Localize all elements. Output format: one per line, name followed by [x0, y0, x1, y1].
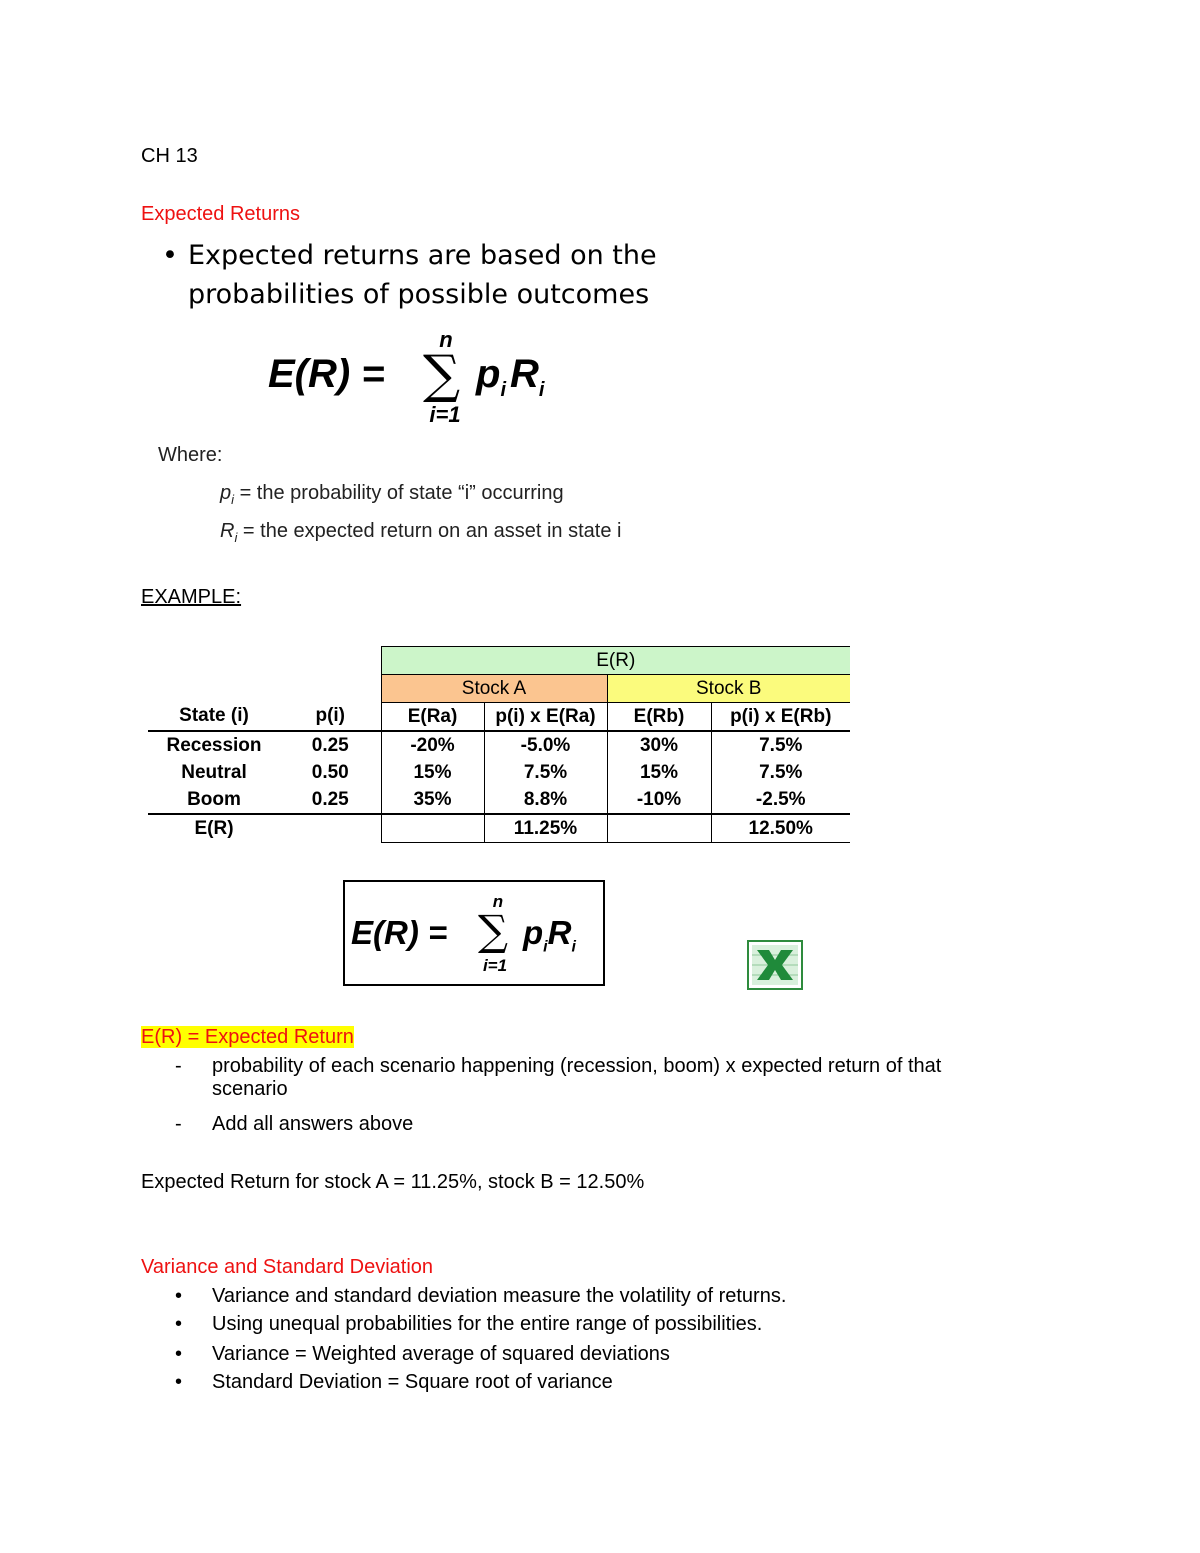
cell-total-a: 11.25% — [484, 814, 607, 843]
cell-p-erb: 7.5% — [759, 761, 803, 783]
table-total-row — [148, 814, 850, 843]
def-p-symbol: p — [220, 482, 232, 504]
def-r-symbol: R — [220, 520, 235, 542]
boxed-sum-lower: i=1 — [482, 956, 508, 975]
cell-p: 0.25 — [311, 734, 349, 756]
boxed-term-p-subscript: i — [543, 938, 548, 956]
er-definition-title — [141, 1026, 354, 1049]
col-header-era: E(Ra) — [381, 703, 484, 732]
bullet-icon: • — [175, 1285, 183, 1307]
def-r-text: = the expected return on an asset in state i — [237, 520, 622, 542]
sigma-icon: ∑ — [423, 345, 461, 405]
cell-p-era: 7.5% — [484, 759, 607, 786]
col-header-p-erb: p(i) x E(Rb) — [711, 703, 850, 732]
er-definition-title-text: E(R) = Expected Return — [141, 1026, 354, 1048]
cell-total-b: 12.50% — [711, 814, 850, 843]
table-row — [148, 786, 850, 814]
boxed-formula — [343, 880, 605, 986]
table-header-row-top — [148, 647, 850, 675]
table-column-header-row — [148, 703, 850, 732]
expected-return-table — [148, 646, 850, 843]
chapter-label: CH 13 — [141, 145, 198, 167]
list-item-line2: scenario — [212, 1078, 288, 1100]
bullet-icon: • — [175, 1313, 183, 1335]
col-header-erb: E(Rb) — [607, 703, 711, 732]
list-item — [141, 1285, 786, 1308]
bullet-dot-icon: • — [162, 240, 178, 271]
cell-erb: -10% — [607, 786, 711, 814]
cell-state: Boom — [148, 786, 280, 814]
slide-bullet — [150, 236, 670, 314]
cell-state: Neutral — [181, 761, 247, 783]
cell-total-label: E(R) — [194, 817, 234, 839]
slide-bullet-line2: probabilities of possible outcomes — [188, 279, 650, 310]
list-item — [141, 1313, 762, 1336]
list-item-line1: probability of each scenario happening (recession, boom) x expected return of that — [212, 1055, 942, 1077]
header-er: E(R) — [381, 647, 850, 675]
term-p: p — [476, 352, 501, 396]
list-item — [141, 1113, 1041, 1136]
list-item — [141, 1343, 670, 1366]
definition-r — [220, 520, 621, 545]
table-header-row-groups — [148, 675, 850, 703]
sum-lower-limit: i=1 — [429, 402, 461, 427]
cell-era: 35% — [381, 786, 484, 814]
bullet-icon: • — [175, 1371, 183, 1393]
list-item — [141, 1371, 613, 1394]
list-item-text: Standard Deviation = Square root of variance — [212, 1371, 613, 1393]
section-heading-variance: Variance and Standard Deviation — [141, 1256, 434, 1278]
table-row — [148, 759, 850, 786]
term-p-subscript: i — [500, 379, 506, 401]
cell-era: 15% — [381, 759, 484, 786]
boxed-formula-terms — [523, 914, 576, 957]
example-label: EXAMPLE: — [141, 586, 242, 608]
col-header-p: p(i) — [280, 703, 381, 732]
col-header-state: State (i) — [148, 703, 280, 732]
def-r-subscript: i — [234, 530, 238, 545]
table-row — [148, 731, 850, 759]
cell-era: -20% — [381, 731, 484, 759]
boxed-term-r-subscript: i — [571, 938, 576, 956]
formula-terms — [476, 352, 544, 402]
expected-return-formula — [268, 352, 385, 397]
list-item-text: Variance and standard deviation measure the volatility of returns. — [212, 1285, 787, 1307]
list-item-text: Using unequal probabilities for the entire range of possibilities. — [212, 1313, 763, 1335]
col-header-p-era: p(i) x E(Ra) — [484, 703, 607, 732]
cell-p-era: -5.0% — [484, 731, 607, 759]
term-r-subscript: i — [538, 379, 545, 401]
slide-excerpt — [150, 236, 670, 314]
formula-lhs: E(R) = — [268, 352, 385, 396]
definition-p — [220, 482, 564, 507]
excel-icon-graphic — [747, 940, 803, 990]
cell-erb: 30% — [607, 731, 711, 759]
boxed-sigma-icon: ∑ — [478, 906, 508, 955]
list-item-text: Variance = Weighted average of squared deviations — [212, 1343, 670, 1365]
cell-p-era: 8.8% — [484, 786, 607, 814]
header-stock-a: Stock A — [381, 675, 607, 703]
dash-marker: - — [175, 1113, 182, 1135]
dash-marker: - — [175, 1055, 182, 1077]
boxed-formula-lhs: E(R) = — [351, 914, 448, 951]
where-label: Where: — [158, 444, 223, 466]
result-text: Expected Return for stock A = 11.25%, stock B = 12.50% — [141, 1171, 645, 1193]
cell-erb: 15% — [607, 759, 711, 786]
cell-p-erb: 7.5% — [759, 734, 803, 756]
slide-bullet-line1: Expected returns are based on the — [188, 240, 657, 271]
boxed-term-p: p — [523, 914, 544, 951]
boxed-sum-upper: n — [492, 892, 504, 911]
bullet-icon: • — [175, 1343, 183, 1365]
boxed-term-r: R — [547, 914, 572, 951]
cell-p: 0.25 — [280, 786, 381, 814]
cell-p-erb: -2.5% — [711, 786, 850, 814]
list-item-line1: Add all answers above — [212, 1113, 414, 1135]
cell-state: Recession — [166, 734, 262, 756]
cell-p: 0.50 — [311, 761, 349, 783]
header-stock-b: Stock B — [607, 675, 850, 703]
term-r: R — [510, 352, 539, 396]
def-p-subscript: i — [231, 492, 235, 507]
def-p-text: = the probability of state “i” occurring — [234, 482, 564, 504]
sum-upper-limit: n — [439, 327, 453, 352]
section-heading-expected-returns: Expected Returns — [141, 203, 300, 225]
list-item — [141, 1055, 1041, 1101]
excel-icon[interactable] — [747, 940, 803, 990]
